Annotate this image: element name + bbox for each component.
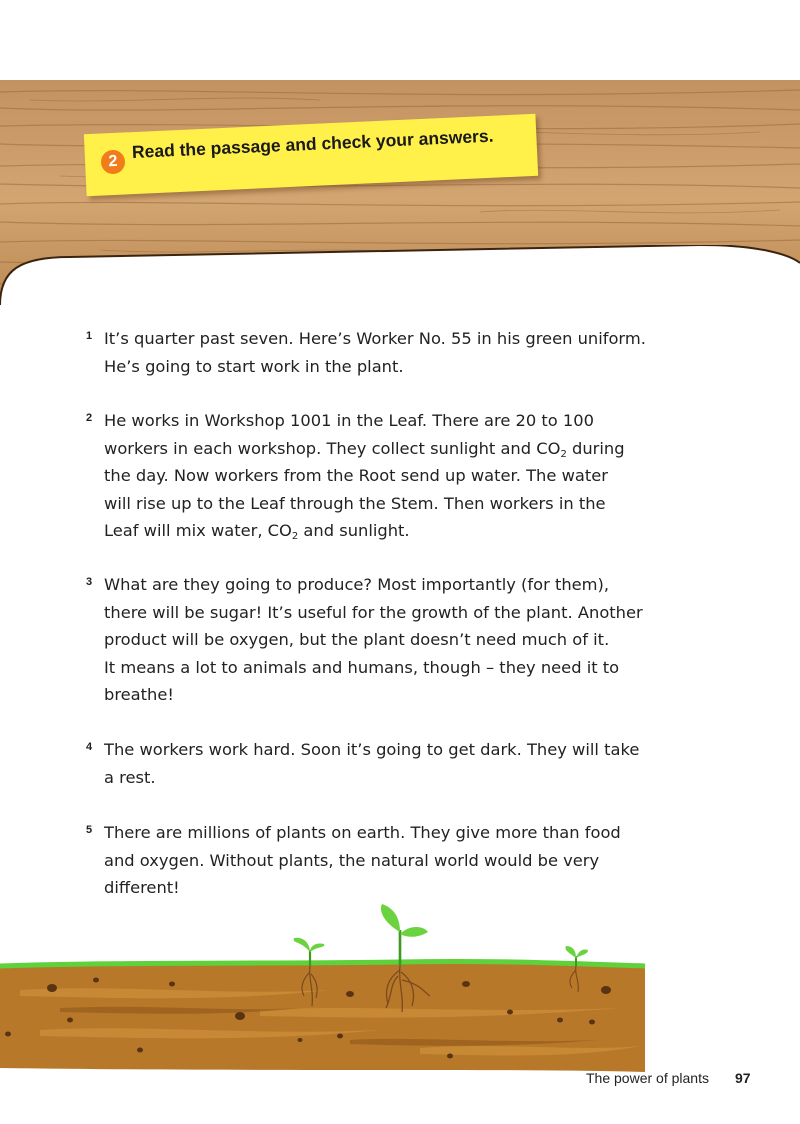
paragraph-line: The workers work hard. Soon it’s going to get dark. They will take [104, 740, 640, 759]
paragraph-line: the day. Now workers from the Root send up water. The water [104, 466, 608, 485]
paragraph-line: will rise up to the Leaf through the Stem. Then workers in the [104, 493, 606, 513]
paragraph-number: 1 [86, 330, 93, 342]
paragraph-line: It means a lot to animals and humans, though – they need it to [104, 657, 620, 677]
paragraph-number: 5 [86, 824, 93, 836]
paragraph-line: breathe! [104, 685, 174, 704]
paragraph-5 [104, 819, 664, 902]
page-number: 97 [735, 1070, 751, 1086]
paragraph-line: and oxygen. Without plants, the natural world would be very [104, 850, 600, 870]
paragraph-3 [104, 571, 664, 709]
paragraph-line: What are they going to produce? Most importantly (for them), [104, 575, 610, 594]
paragraph-line: It’s quarter past seven. Here’s Worker No. 55 in his green uniform. [104, 329, 646, 348]
paragraph-line: He’s going to start work in the plant. [104, 356, 404, 376]
paragraph-line: Leaf will mix water, $CO_2$ and sunlight. [104, 521, 410, 542]
paragraph-line: He works in Workshop 1001 in the Leaf. There are 20 to 100 [104, 411, 595, 430]
paragraph-number: 2 [86, 412, 93, 424]
paragraph-line: workers in each workshop. They collect sunlight and $CO_2$ during [104, 438, 625, 460]
paragraph-line: a rest. [104, 767, 156, 787]
paragraph-line: product will be oxygen, but the plant doesn’t need much of it. [104, 630, 610, 649]
paragraph-line: different! [104, 878, 180, 897]
paragraph-line: There are millions of plants on earth. They give more than food [104, 823, 621, 842]
paragraph-4 [104, 736, 664, 791]
paragraph-line: there will be sugar! It’s useful for the growth of the plant. Another [104, 602, 643, 622]
paragraph-1 [104, 325, 664, 380]
task-instruction: Read the passage and check your answers. [131, 125, 494, 162]
paragraph-number: 4 [86, 741, 93, 753]
paragraph-number: 3 [86, 576, 93, 588]
task-number-badge: 2 [100, 149, 125, 174]
soil-sprouts-illustration [0, 900, 650, 1080]
footer-section-title: The power of plants [586, 1070, 709, 1086]
paragraph-2 [104, 407, 664, 545]
